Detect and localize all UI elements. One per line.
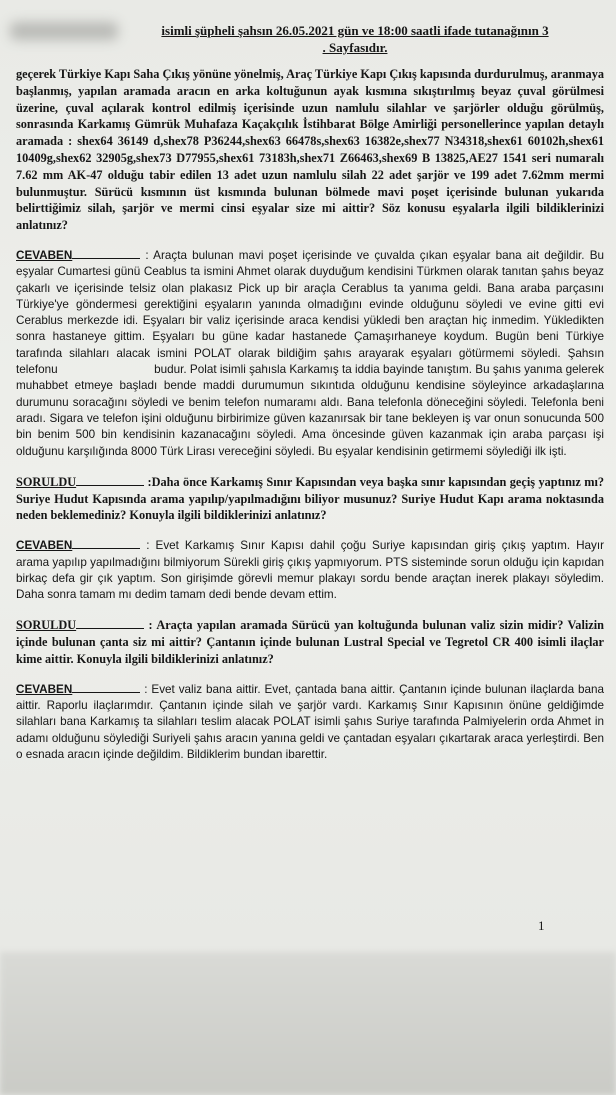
underline-space	[72, 538, 140, 549]
answer-block-1	[16, 248, 604, 460]
question-text-continued: geçerek Türkiye Kapı Saha Çıkış yönüne yönelmiş, Araç Türkiye Kapı Çıkış kapısında durdurulmuş, aranmaya başlanmış, yapılan aramada aracın en arka koltuğunun ayak kısmına sıkıştırılmış beyaz çuval görülmesi üzerine, çuval açılarak kontrol edilmiş içerisinde uzun namlulu silahlar ve şarjörler olduğu görülmüş, sonrasında Karkamış Gümrük Muhafaza Kaçakçılık İstihbarat Bölge Amirliği personellerince yapılan detaylı aramada : shex64 36149 d,shex78 P36244,shex63 66478s,shex63 16382e,shex77 N34318,shex61 60102h,shex61 10409g,shex62 32905g,shex73 D77955,shex61 73183h,shex71 Z66463,shex69 B 13825,AE27 1541 seri numaralı 7.62 mm AK-47 olduğu tabir edilen 13 adet uzun namlulu silah 22 adet şarjör ve 199 adet 7.62mm mermi bulunmuştur. Sürücü kısmının üst kısmında bulunan bölmede mavi poşet içerisinde bulunan yukarıda belirttiğimiz silah, şarjör ve mermi cinsi eşyalar size mi aittir? Söz konusu eşyalarla ilgili bildiklerinizi anlatınız?	[16, 67, 604, 233]
question-label: SORULDU	[16, 618, 77, 633]
page-number: 1	[538, 918, 545, 933]
answer-text: : Evet valiz bana aittir. Evet, çantada bana aittir. Çantanın içinde bulunan ilaçlarda bana aittir. Raporlu ilaçlarımdır. Çantanın içinde silah ve şarjör vardı. Karkamış Sınır Kapısının önüne geldiğimde silahları bana Karkamış ta silahları teslim alacak POLAT isimli şahıs Suriye tarafında Palmiyelerin orda Ahmet in adamı olduğunu söylediği Suriyeli şahıs aracın yanına geldi ve çantadan eşyaları çıkartarak araca yerleştirdi. Ben o esnada aracın içinde değildim. Bildiklerim bundan ibarettir.	[16, 682, 604, 761]
answer-block-3	[16, 682, 604, 763]
answer-label: CEVABEN	[16, 682, 73, 696]
underline-space	[72, 682, 140, 693]
answer-text-continued: budur. Polat isimli şahısla Karkamış ta iddia bayinde tanıştım. Bu şahıs yanıma gelerek muhabbet etmeye başladı bende maddi durumumun sıkıntıda olduğunu kendisine söyleyince arkadaşlarına durumunu soracağını söyledi ve benim telefon numaramı aldı. Bana telefonla döneceğini söyledi. Telefonla beni aradı. Sigara ve telefon işini olduğunu birbirimize güven kazanırsak bir tane bekleyen iş var onun sonucunda 500 bin benim 500 bin kendisinin kazanacağını söyledi. Ama öncesinde güven kazanmak için araba parçası işi olduğunu karşılığında 8000 Türk Lirası vereceğini söyledi. Bu eşyalar kendisinin getirmemi söylediği ilk işti.	[16, 363, 605, 458]
underline-space	[76, 618, 144, 629]
redacted-name-block	[10, 22, 118, 40]
page-header	[120, 22, 590, 56]
answer-text: : Araçta bulunan mavi poşet içerisinde ve çuvalda çıkan eşyalar bana ait değildir. Bu eşyalar Cumartesi günü Ceablus ta ismini Ahmet olarak duyduğum kendisini Türkmen olarak tanıtan şahıs beyaz çakarlı ve içerisinde telsiz olan plakasız Pick up bir araçla Cerablus ta yanıma geldi. Bana araba parçasını Türkiye'ye göndermesi gerektiğini eşyaların yanında olmadığını evinde olduğunu söyledi ve evine gitti evi Cerablus merkezde idi. Eşyaları bir valiz içerisinde araca kendisi yükledi ben araçtan hiç inmedim. Yükledikten sonra hastaneye gittim. Eşyaları bu güne kadar hastanede Çamaşırhaneye koydum. Bugün beni Türkiye tarafında silahları alacak ismini POLAT olarak bildiğim şahıs arayarak eşyaları götürmemi söyledi. Şahsın telefonu	[16, 248, 604, 377]
underline-space	[72, 248, 140, 259]
answer-label: CEVABEN	[16, 248, 73, 262]
question-block-3	[16, 617, 604, 667]
question-label: SORULDU	[16, 474, 77, 489]
answer-block-2	[16, 538, 604, 603]
answer-label: CEVABEN	[16, 539, 73, 553]
header-line-1: isimli şüpheli şahsın 26.05.2021 gün ve 18:00 saatli ifade tutanağının 3	[161, 23, 549, 38]
statement-body	[16, 66, 604, 777]
answer-text: : Evet Karkamış Sınır Kapısı dahil çoğu Suriye kapısından giriş çıkış yaptım. Hayır arama yapılıp yapılmadığını bilmiyorum Sürekli giriş çıkış yapmıyorum. PTS sisteminde sorun olduğu için kapıdan birkaç defa gir çık yaptım. Son girişimde görevli memur plakayı sordu bende araçtan inerek plakayı söyledim. Daha sonra tamam mı dedim tamam dedi bende devam ettim.	[16, 539, 604, 602]
question-text: :Daha önce Karkamış Sınır Kapısından veya başka sınır kapısından geçiş yaptınız mı? Suriye Hudut Kapısında arama yapılıp/yapılmadığını biliyor musunuz? Suriye Hudut Kapı arama noktasında neden beklemediniz? Konuyla ilgili bildiklerinizi anlatınız?	[16, 474, 605, 523]
header-line-2: . Sayfasıdır.	[322, 40, 388, 55]
question-block-2	[16, 474, 604, 524]
redacted-signature-area	[0, 952, 616, 1095]
question-text: : Araçta yapılan aramada Sürücü yan koltuğunda bulunan valiz sizin midir? Valizin içinde bulunan çanta siz mi aittir? Çantanın içinde bulunan Lustral Special ve Tegretol CR 400 isimli ilaçlar kime aittir. Konuyla ilgili bildiklerinizi anlatınız?	[16, 618, 604, 666]
underline-space	[76, 475, 144, 486]
